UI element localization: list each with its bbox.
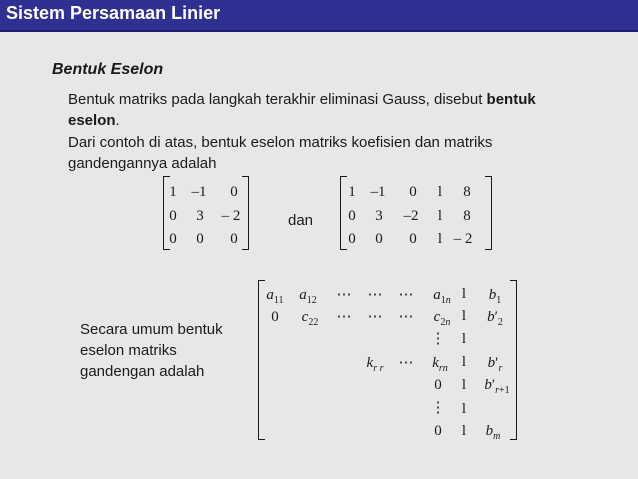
paragraph-echelon-definition — [68, 89, 588, 131]
right-bracket — [242, 176, 249, 250]
section-heading: Bentuk Eselon — [52, 61, 164, 78]
matrix-cell: $k_{rn}$ — [432, 355, 448, 374]
matrix-cell: $k_{r r}$ — [366, 355, 384, 374]
matrix-cell: $a_{12}$ — [299, 287, 317, 306]
title-bar — [0, 0, 638, 32]
matrix-cell: ⋯ — [398, 287, 414, 303]
matrix-cell: 1 — [348, 184, 356, 200]
matrix-cell: ⋮ — [430, 331, 446, 347]
matrix-cell: l — [461, 354, 467, 370]
matrix-cell: 0 — [409, 184, 417, 200]
right-bracket — [510, 280, 517, 440]
para1-bold: bentuk eselon — [68, 91, 536, 129]
matrix-cell: ⋯ — [367, 309, 383, 325]
matrix-cell: – 2 — [221, 208, 241, 224]
matrix-cell: 0 — [271, 309, 279, 325]
left-bracket — [340, 176, 347, 250]
matrix-cell: 0 — [230, 231, 238, 247]
matrix-cell: ⋯ — [336, 287, 352, 303]
matrix-cell: – 2 — [453, 231, 473, 247]
matrix-cell: 8 — [463, 208, 471, 224]
left-bracket — [258, 280, 265, 440]
matrix-cell: ⋯ — [367, 287, 383, 303]
matrix-cell: 0 — [348, 208, 356, 224]
matrix-cell: $a_{11}$ — [266, 287, 284, 306]
matrix-cell: l — [461, 308, 467, 324]
matrix-cell: l — [461, 401, 467, 417]
matrix-cell: $a_{1n}$ — [433, 287, 451, 306]
matrix-cell: $b'_{r+1}$ — [484, 377, 510, 396]
matrix-cell: 3 — [196, 208, 204, 224]
matrix-cell: ⋯ — [336, 309, 352, 325]
matrix-cell: ⋮ — [430, 400, 446, 416]
matrix-cell: ⋯ — [398, 309, 414, 325]
matrix-cell: –1 — [370, 184, 386, 200]
matrix-cell: $c_{2n}$ — [433, 309, 451, 328]
matrix-cell: l — [461, 377, 467, 393]
matrix-cell: 0 — [169, 231, 177, 247]
matrix-cell: $b'_r$ — [487, 355, 503, 374]
matrix-cell: $b'_2$ — [487, 309, 503, 328]
matrix-cell: 0 — [409, 231, 417, 247]
matrix-cell: l — [461, 286, 467, 302]
matrix-cell: $b_m$ — [485, 423, 501, 442]
matrix-cell: 8 — [463, 184, 471, 200]
matrix-cell: 0 — [348, 231, 356, 247]
matrix-cell: $c_{22}$ — [301, 309, 319, 328]
matrix-cell: –1 — [191, 184, 207, 200]
matrix-cell: l — [437, 184, 443, 200]
matrix-cell: 0 — [434, 377, 442, 393]
matrix-cell: 3 — [375, 208, 383, 224]
matrix-cell: ⋯ — [398, 355, 414, 371]
para1-end: . — [115, 112, 120, 129]
matrix-cell: 0 — [434, 423, 442, 439]
matrix-cell: 0 — [230, 184, 238, 200]
matrix-cell: –2 — [403, 208, 419, 224]
matrix-cell: 0 — [169, 208, 177, 224]
matrix-cell: l — [461, 331, 467, 347]
matrix-cell: 1 — [169, 184, 177, 200]
matrix-cell: 0 — [196, 231, 204, 247]
matrix-cell: 0 — [375, 231, 383, 247]
matrix-cell: l — [437, 231, 443, 247]
matrix-cell: l — [461, 423, 467, 439]
slide-title: Sistem Persamaan Linier — [6, 3, 221, 23]
dan-label: dan — [288, 212, 314, 229]
para1-text: Bentuk matriks pada langkah terakhir eliminasi Gauss, disebut — [68, 91, 487, 108]
matrix-cell: $b_1$ — [488, 287, 502, 306]
general-form-caption: Secara umum bentuk eselon matriks gandengan adalah — [80, 321, 223, 380]
matrix-cell: l — [437, 208, 443, 224]
paragraph-example: Dari contoh di atas, bentuk eselon matriks koefisien dan matriks gandengannya adalah — [68, 134, 493, 172]
right-bracket — [485, 176, 492, 250]
